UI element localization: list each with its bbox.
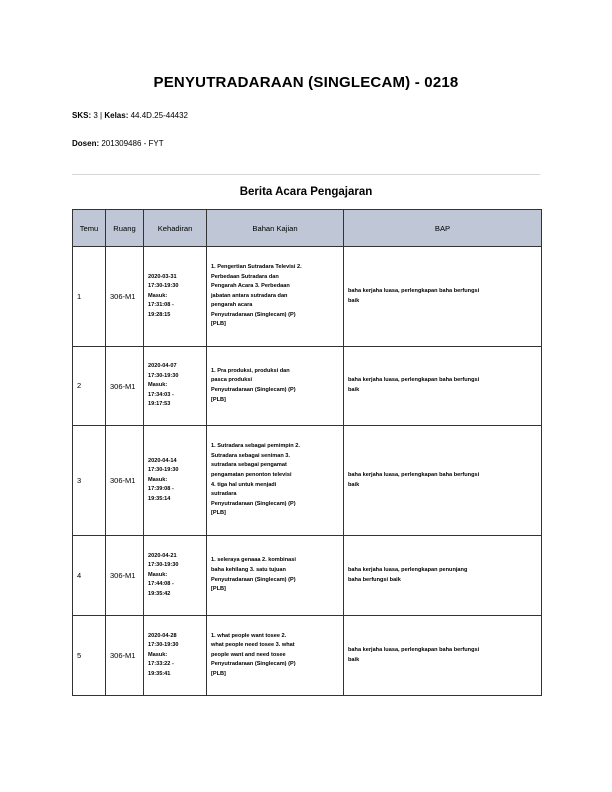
table-row: [73, 426, 542, 536]
cell-bahan-kajian: [207, 536, 344, 616]
cell-temu: 5: [73, 616, 106, 696]
table-row: [73, 247, 542, 347]
cell-kehadiran: [144, 247, 207, 347]
bahan-line: Penyutradaraan (Singlecam) (P): [211, 311, 296, 318]
cell-kehadiran: [144, 426, 207, 536]
bap-line: baik: [348, 656, 360, 663]
bahan-line: Perbedaan Sutradara dan: [211, 273, 279, 280]
bahan-line: pengarah acara: [211, 302, 253, 309]
course-meta: [72, 111, 188, 120]
kehadiran-line: 19:28:15: [148, 311, 171, 318]
cell-kehadiran: [144, 616, 207, 696]
meta-separator: |: [100, 111, 103, 120]
kehadiran-line: Masuk:: [148, 571, 168, 578]
bahan-line: Pengarah Acara 3. Perbedaan: [211, 283, 290, 290]
bahan-line: pengamatan penonton televisi: [211, 471, 292, 478]
table-row: [73, 616, 542, 696]
kehadiran-line: 17:39:08 -: [148, 486, 174, 493]
cell-bahan-kajian: [207, 426, 344, 536]
kehadiran-line: 19:17:53: [148, 401, 171, 408]
section-title: Berita Acara Pengajaran: [239, 186, 373, 198]
bahan-line: jabatan antara sutradara dan: [211, 292, 288, 299]
kehadiran-line: 17:34:03 -: [148, 391, 174, 398]
kehadiran-line: 2020-03-31: [148, 273, 177, 280]
kehadiran-line: 2020-04-14: [148, 457, 177, 464]
bahan-line: sutradara sebagai pengamat: [211, 462, 287, 469]
table-row: [73, 536, 542, 616]
table-row: [73, 347, 542, 426]
bahan-line: 1. Sutradara sebagai pemimpin 2.: [211, 443, 300, 450]
kehadiran-line: 17:30-19:30: [148, 372, 179, 379]
column-header-bap: BAP: [344, 210, 542, 247]
document-title: PENYUTRADARAAN (SINGLECAM) - 0218: [153, 74, 459, 91]
column-header-bahan-kajian: Bahan Kajian: [207, 210, 344, 247]
kehadiran-line: 2020-04-28: [148, 632, 177, 639]
bahan-line: Sutradara sebagai seniman 3.: [211, 452, 290, 459]
bap-line: baha kerjaha luasa, perlengkapan baha berfungsi: [348, 471, 480, 478]
bahan-line: Penyutradaraan (Singlecam) (P): [211, 500, 296, 507]
column-header-ruang: Ruang: [106, 210, 144, 247]
kelas-label: Kelas:: [104, 111, 129, 120]
cell-bahan-kajian: [207, 247, 344, 347]
bap-line: baik: [348, 387, 360, 393]
kehadiran-line: 19:35:14: [148, 495, 171, 502]
bahan-line: 4. tiga hal untuk menjadi: [211, 481, 277, 488]
kehadiran-line: 17:30-19:30: [148, 283, 179, 290]
cell-bahan-kajian: [207, 347, 344, 426]
sks-label: SKS:: [72, 111, 92, 120]
kehadiran-line: 19:35:42: [148, 590, 171, 597]
bap-line: baha berfungsi baik: [348, 576, 401, 583]
cell-temu: 1: [73, 247, 106, 347]
kehadiran-line: Masuk:: [148, 382, 168, 389]
kehadiran-line: 17:31:08 -: [148, 302, 174, 309]
dosen-label: Dosen:: [72, 139, 100, 148]
bahan-line: Penyutradaraan (Singlecam) (P): [211, 661, 296, 668]
cell-bap: [344, 536, 542, 616]
bahan-line: 1. what people want tosee 2.: [211, 632, 287, 639]
kehadiran-line: 17:30-19:30: [148, 562, 179, 569]
cell-ruang: 306-M1: [106, 347, 144, 426]
bahan-line: [PLB]: [211, 586, 226, 593]
cell-ruang: 306-M1: [106, 426, 144, 536]
cell-kehadiran: [144, 536, 207, 616]
bahan-line: 1. Pengertian Sutradara Televisi 2.: [211, 263, 302, 270]
kehadiran-line: 19:35:41: [148, 670, 171, 677]
kehadiran-line: 17:30-19:30: [148, 642, 179, 649]
cell-bahan-kajian: [207, 616, 344, 696]
column-header-temu: Temu: [73, 210, 106, 247]
cell-bap: [344, 247, 542, 347]
bap-line: baha kerjaha luasa, perlengkapan baha berfungsi: [348, 646, 480, 653]
bahan-line: 1. seleraya genaaa 2. kombinasi: [211, 557, 296, 564]
bahan-line: [PLB]: [211, 396, 226, 403]
bahan-line: [PLB]: [211, 670, 226, 677]
kehadiran-line: Masuk:: [148, 292, 168, 299]
cell-temu: 4: [73, 536, 106, 616]
column-header-kehadiran: Kehadiran: [144, 210, 207, 247]
cell-ruang: 306-M1: [106, 616, 144, 696]
divider: [72, 174, 540, 175]
cell-temu: 3: [73, 426, 106, 536]
kehadiran-line: 2020-04-07: [148, 363, 177, 370]
cell-ruang: 306-M1: [106, 536, 144, 616]
kehadiran-line: 17:30-19:30: [148, 467, 179, 474]
cell-bap: [344, 347, 542, 426]
cell-bap: [344, 616, 542, 696]
bahan-line: people want and need tosee: [211, 651, 286, 658]
bahan-line: [PLB]: [211, 321, 226, 328]
kehadiran-line: Masuk:: [148, 651, 168, 658]
cell-temu: 2: [73, 347, 106, 426]
kehadiran-line: 2020-04-21: [148, 552, 177, 559]
cell-ruang: 306-M1: [106, 247, 144, 347]
bahan-line: pasca produksi: [211, 377, 253, 384]
bap-line: baik: [348, 297, 360, 304]
cell-kehadiran: [144, 347, 207, 426]
teaching-record-table: [72, 209, 542, 696]
kelas-value: 44.4D.25-44432: [130, 111, 188, 120]
sks-value: 3: [93, 111, 98, 120]
bahan-line: sutradara: [211, 491, 237, 498]
table-header-row: [73, 210, 542, 247]
lecturer-meta: [72, 139, 164, 148]
bahan-line: [PLB]: [211, 510, 226, 517]
bahan-line: 1. Pra produksi, produksi dan: [211, 367, 290, 374]
bahan-line: Penyutradaraan (Singlecam) (P): [211, 387, 296, 393]
bahan-line: Penyutradaraan (Singlecam) (P): [211, 576, 296, 583]
bap-line: baha kerjaha luasa, perlengkapan baha berfungsi: [348, 287, 480, 294]
kehadiran-line: 17:44:08 -: [148, 581, 174, 588]
bap-line: baha kerjaha luasa, perlengkapan penunjang: [348, 566, 468, 573]
kehadiran-line: Masuk:: [148, 476, 168, 483]
bap-line: baik: [348, 481, 360, 488]
bap-line: baha kerjaha luasa, perlengkapan baha berfungsi: [348, 377, 480, 384]
dosen-value: 201309486 - FYT: [101, 139, 164, 148]
kehadiran-line: 17:33:22 -: [148, 661, 174, 668]
bahan-line: what people need tosee 3. what: [211, 642, 295, 649]
bahan-line: baha kehilang 3. satu tujuan: [211, 566, 286, 573]
cell-bap: [344, 426, 542, 536]
